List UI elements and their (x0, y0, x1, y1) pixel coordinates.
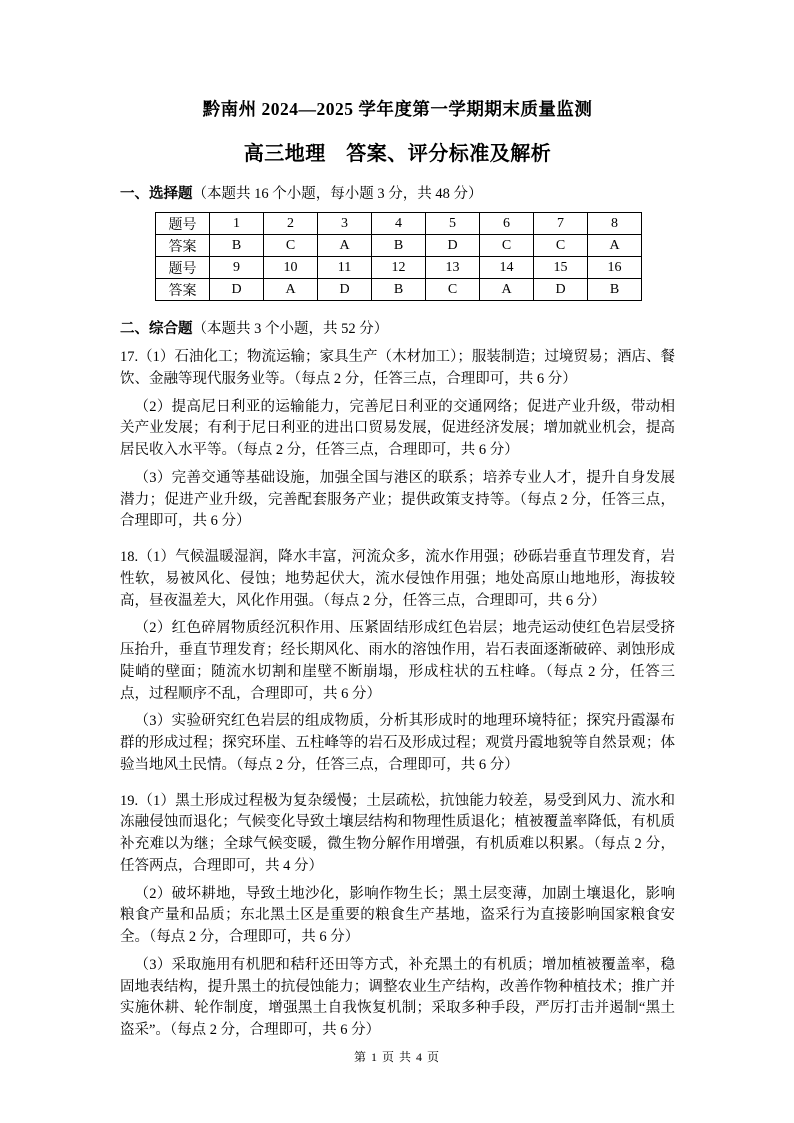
table-cell: A (264, 279, 318, 301)
table-cell: C (426, 279, 480, 301)
table-cell: 14 (480, 257, 534, 279)
table-cell: 答案 (156, 235, 210, 257)
table-cell: 9 (210, 257, 264, 279)
table-cell: 2 (264, 213, 318, 235)
table-cell: B (372, 279, 426, 301)
table-cell: 1 (210, 213, 264, 235)
document-title: 黔南州 2024—2025 学年度第一学期期末质量监测 (202, 99, 593, 119)
table-cell: B (588, 279, 642, 301)
table-cell: D (426, 235, 480, 257)
table-cell: 题号 (156, 257, 210, 279)
table-cell: 11 (318, 257, 372, 279)
answer-paragraph-18-3: （3）实验研究红色岩层的组成物质，分析其形成时的地理环境特征；探究丹霞瀑布群的形成过程；探究环崖、五柱峰等的岩石及形成过程；观赏丹霞地貌等自然景观；体验当地风土民情。（每点 2 分，任答三点，合理即可，共 6 分） (120, 713, 675, 773)
document-subtitle: 高三地理 答案、评分标准及解析 (243, 143, 552, 165)
section2-heading (120, 319, 675, 340)
table-cell: B (372, 235, 426, 257)
answer-paragraph-19-3: （3）采取施用有机肥和秸秆还田等方式，补充黑土的有机质；增加植被覆盖率，稳固地表结构，提升黑土的抗侵蚀能力；调整农业生产结构，改善作物种植技术；推广并实施休耕、轮作制度，增强黑土自我恢复机制；采取多种手段，严厉打击并遏制“黑土盗采”。（每点 2 分，合理即可，共 6 分） (120, 956, 675, 1039)
table-cell: 15 (534, 257, 588, 279)
answer-paragraph-19-1: 19.（1）黑土形成过程极为复杂缓慢；土层疏松，抗蚀能力较差，易受到风力、流水和冻融侵蚀而退化；气候变化导致土壤层结构和物理性质退化；植被覆盖率降低，有机质补充难以为继；全球气候变暖，微生物分解作用增强，有机质难以积累。（每点 2 分，任答两点，合理即可，共 4 分） (120, 792, 675, 874)
section2-heading-label: 二、综合题 (120, 321, 193, 338)
answer-paragraph-17-3: （3）完善交通等基础设施，加强全国与港区的联系；培养专业人才，提升自身发展潜力；促进产业升级，完善配套服务产业；提供政策支持等。（每点 2 分，任答三点，合理即可，共 6 分） (120, 469, 675, 530)
table-cell: 16 (588, 257, 642, 279)
table-cell: 6 (480, 213, 534, 235)
table-cell: 答案 (156, 279, 210, 301)
section1-heading-label: 一、选择题 (120, 186, 193, 202)
question-18-answers (120, 547, 675, 777)
table-cell: D (534, 279, 588, 301)
table-cell: 12 (372, 257, 426, 279)
table-cell: C (534, 235, 588, 257)
choice-answer-table (155, 212, 642, 301)
table-row (156, 257, 642, 279)
table-cell: 8 (588, 213, 642, 235)
section1-heading-note: （本题共 16 个小题，每小题 3 分，共 48 分） (192, 186, 483, 202)
table-cell: 10 (264, 257, 318, 279)
table-cell: C (480, 235, 534, 257)
question-19-answers (120, 791, 675, 1042)
page-footer: 第 1 页 共 4 页 (353, 1050, 440, 1064)
table-cell: 7 (534, 213, 588, 235)
answer-paragraph-17-1: 17.（1）石油化工；物流运输；家具生产（木材加工）；服装制造；过境贸易；酒店、餐饮、金融等现代服务业等。（每点 2 分，任答三点，合理即可，共 6 分） (120, 349, 675, 387)
table-row (156, 279, 642, 301)
table-cell: A (588, 235, 642, 257)
answer-paragraph-18-2: （2）红色碎屑物质经沉积作用、压紧固结形成红色岩层；地壳运动使红色岩层受挤压抬升，垂直节理发育；经长期风化、雨水的溶蚀作用，岩石表面逐渐破碎、剥蚀形成陡峭的壁面；随流水切割和崖壁不断崩塌，形成柱状的五柱峰。（每点 2 分，任答三点，过程顺序不乱，合理即可，共 6 分） (120, 620, 675, 702)
table-cell: A (480, 279, 534, 301)
table-row (156, 235, 642, 257)
section1-heading (120, 184, 675, 205)
section2-heading-note: （本题共 3 个小题，共 52 分） (192, 321, 389, 338)
table-cell: C (264, 235, 318, 257)
table-row (156, 213, 642, 235)
answer-paragraph-18-1: 18.（1）气候温暖湿润，降水丰富，河流众多，流水作用强；砂砾岩垂直节理发育，岩性软，易被风化、侵蚀；地势起伏大，流水侵蚀作用强；地处高原山地地形，海拔较高，昼夜温差大，风化作用强。（每点 2 分，任答三点，合理即可，共 6 分） (120, 549, 675, 609)
answer-paragraph-17-2: （2）提高尼日利亚的运输能力，完善尼日利亚的交通网络；促进产业升级，带动相关产业发展；有利于尼日利亚的进出口贸易发展，促进经济发展；增加就业机会，提高居民收入水平等。（每点 2 分，任答三点，合理即可，共 6 分） (120, 398, 675, 459)
question-17-answers (120, 347, 675, 533)
table-cell: A (318, 235, 372, 257)
table-cell: B (210, 235, 264, 257)
table-cell: 13 (426, 257, 480, 279)
table-cell: 题号 (156, 213, 210, 235)
table-cell: 5 (426, 213, 480, 235)
table-cell: D (318, 279, 372, 301)
table-cell: 4 (372, 213, 426, 235)
table-cell: D (210, 279, 264, 301)
table-cell: 3 (318, 213, 372, 235)
answer-paragraph-19-2: （2）破坏耕地，导致土地沙化，影响作物生长；黑土层变薄，加剧土壤退化，影响粮食产量和品质；东北黑土区是重要的粮食生产基地，盗采行为直接影响国家粮食安全。（每点 2 分，合理即可，共 6 分） (120, 885, 675, 946)
